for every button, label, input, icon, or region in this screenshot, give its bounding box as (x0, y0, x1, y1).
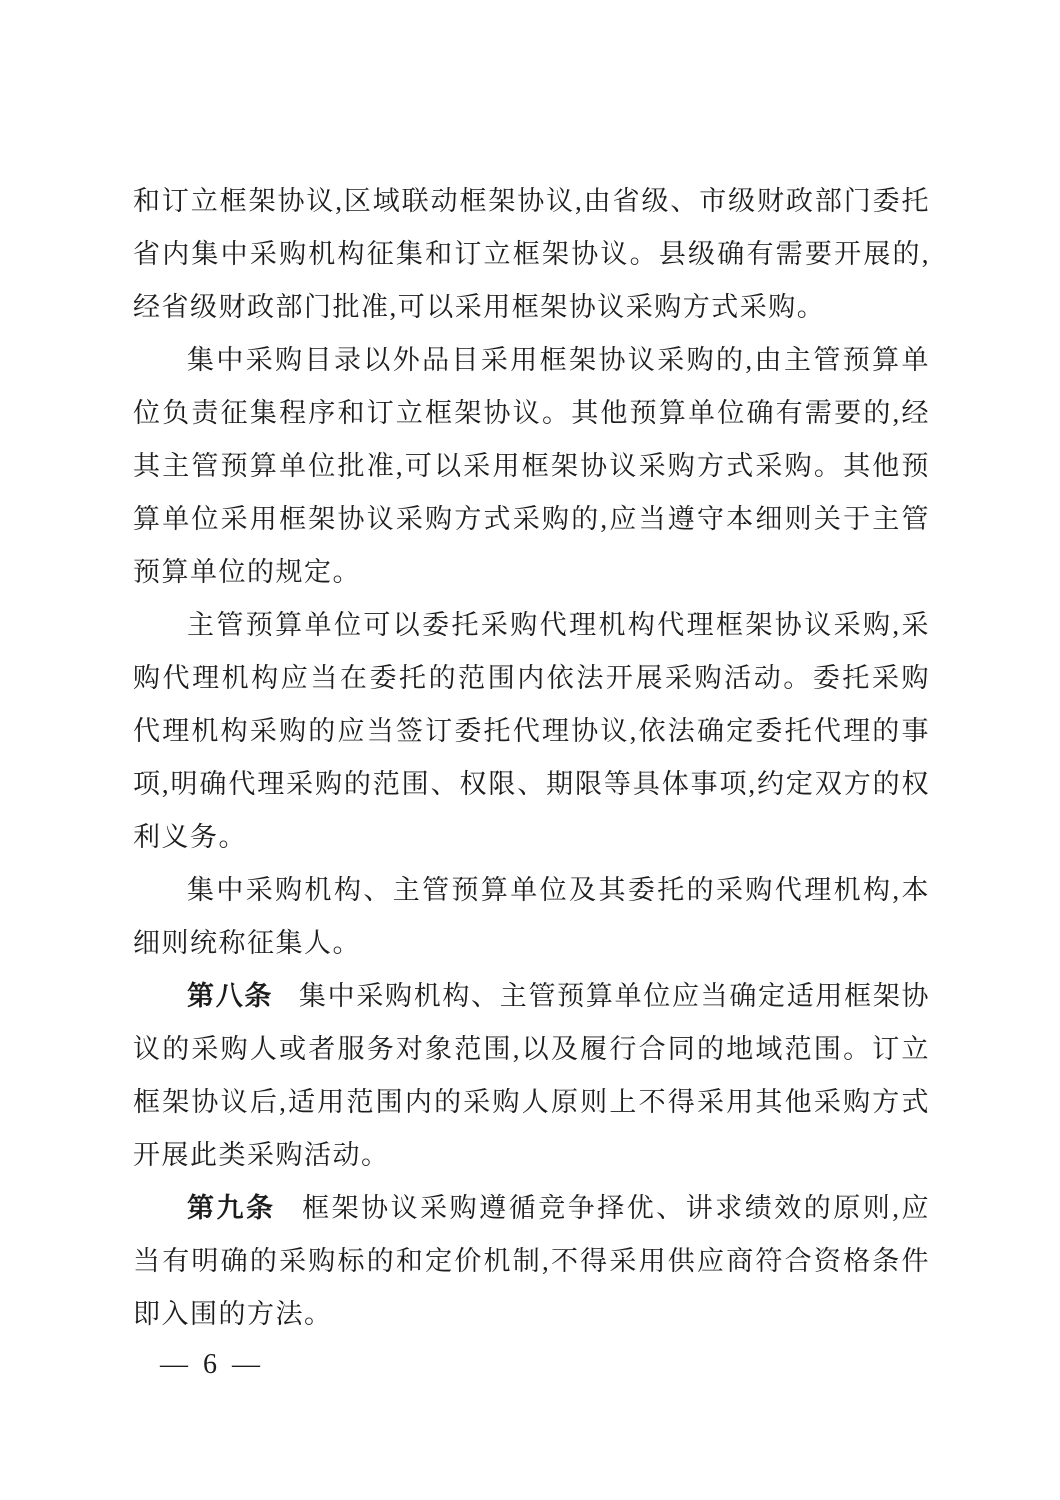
text-line (133, 440, 930, 493)
page-footer (160, 1338, 264, 1391)
text-line (133, 652, 930, 705)
line-text: 和订立框架协议,区域联动框架协议,由省级、市级财政部门委托 (133, 186, 930, 216)
line-text: 集中采购机构、主管预算单位应当确定适用框架协 (298, 981, 931, 1011)
line-text: 框架协议后,适用范围内的采购人原则上不得采用其他采购方式 (133, 1087, 930, 1117)
text-line (133, 493, 930, 546)
line-text: 代理机构采购的应当签订委托代理协议,依法确定委托代理的事 (133, 716, 930, 746)
line-text: 利义务。 (133, 822, 247, 852)
line-text: 议的采购人或者服务对象范围,以及履行合同的地域范围。订立 (133, 1034, 930, 1064)
line-text: 主管预算单位可以委托采购代理机构代理框架协议采购,采 (187, 610, 930, 640)
text-line (133, 864, 930, 917)
line-text: 位负责征集程序和订立框架协议。其他预算单位确有需要的,经 (133, 398, 930, 428)
line-text: 其主管预算单位批准,可以采用框架协议采购方式采购。其他预 (133, 451, 930, 481)
line-text: 项,明确代理采购的范围、权限、期限等具体事项,约定双方的权 (133, 769, 930, 799)
text-line (133, 705, 930, 758)
line-text: 算单位采用框架协议采购方式采购的,应当遵守本细则关于主管 (133, 504, 930, 534)
line-text: 开展此类采购活动。 (133, 1140, 390, 1170)
line-text: 集中采购目录以外品目采用框架协议采购的,由主管预算单 (187, 345, 930, 375)
page-number: — 6 — (160, 1349, 264, 1380)
line-text: 细则统称征集人。 (133, 928, 361, 958)
text-line (133, 1129, 930, 1182)
text-line (133, 917, 930, 970)
text-line (133, 334, 930, 387)
text-line (133, 970, 930, 1023)
line-text: 预算单位的规定。 (133, 557, 361, 587)
text-line (133, 175, 930, 228)
text-line (133, 758, 930, 811)
line-text: 集中采购机构、主管预算单位及其委托的采购代理机构,本 (187, 875, 930, 905)
line-text: 当有明确的采购标的和定价机制,不得采用供应商符合资格条件 (133, 1246, 930, 1276)
line-text: 购代理机构应当在委托的范围内依法开展采购活动。委托采购 (133, 663, 930, 693)
line-text: 省内集中采购机构征集和订立框架协议。县级确有需要开展的, (133, 239, 930, 269)
text-line (133, 546, 930, 599)
text-line (133, 1023, 930, 1076)
text-line (133, 1182, 930, 1235)
text-line (133, 387, 930, 440)
text-line (133, 281, 930, 334)
text-line (133, 599, 930, 652)
document-body (133, 175, 930, 1341)
line-text: 即入围的方法。 (133, 1299, 333, 1329)
article-number: 第九条 (187, 1193, 276, 1223)
line-text: 框架协议采购遵循竞争择优、讲求绩效的原则,应 (301, 1193, 931, 1223)
text-line (133, 1288, 930, 1341)
article-number: 第八条 (187, 981, 274, 1011)
line-text: 经省级财政部门批准,可以采用框架协议采购方式采购。 (133, 292, 826, 322)
text-line (133, 1076, 930, 1129)
text-line (133, 228, 930, 281)
text-line (133, 811, 930, 864)
text-line (133, 1235, 930, 1288)
